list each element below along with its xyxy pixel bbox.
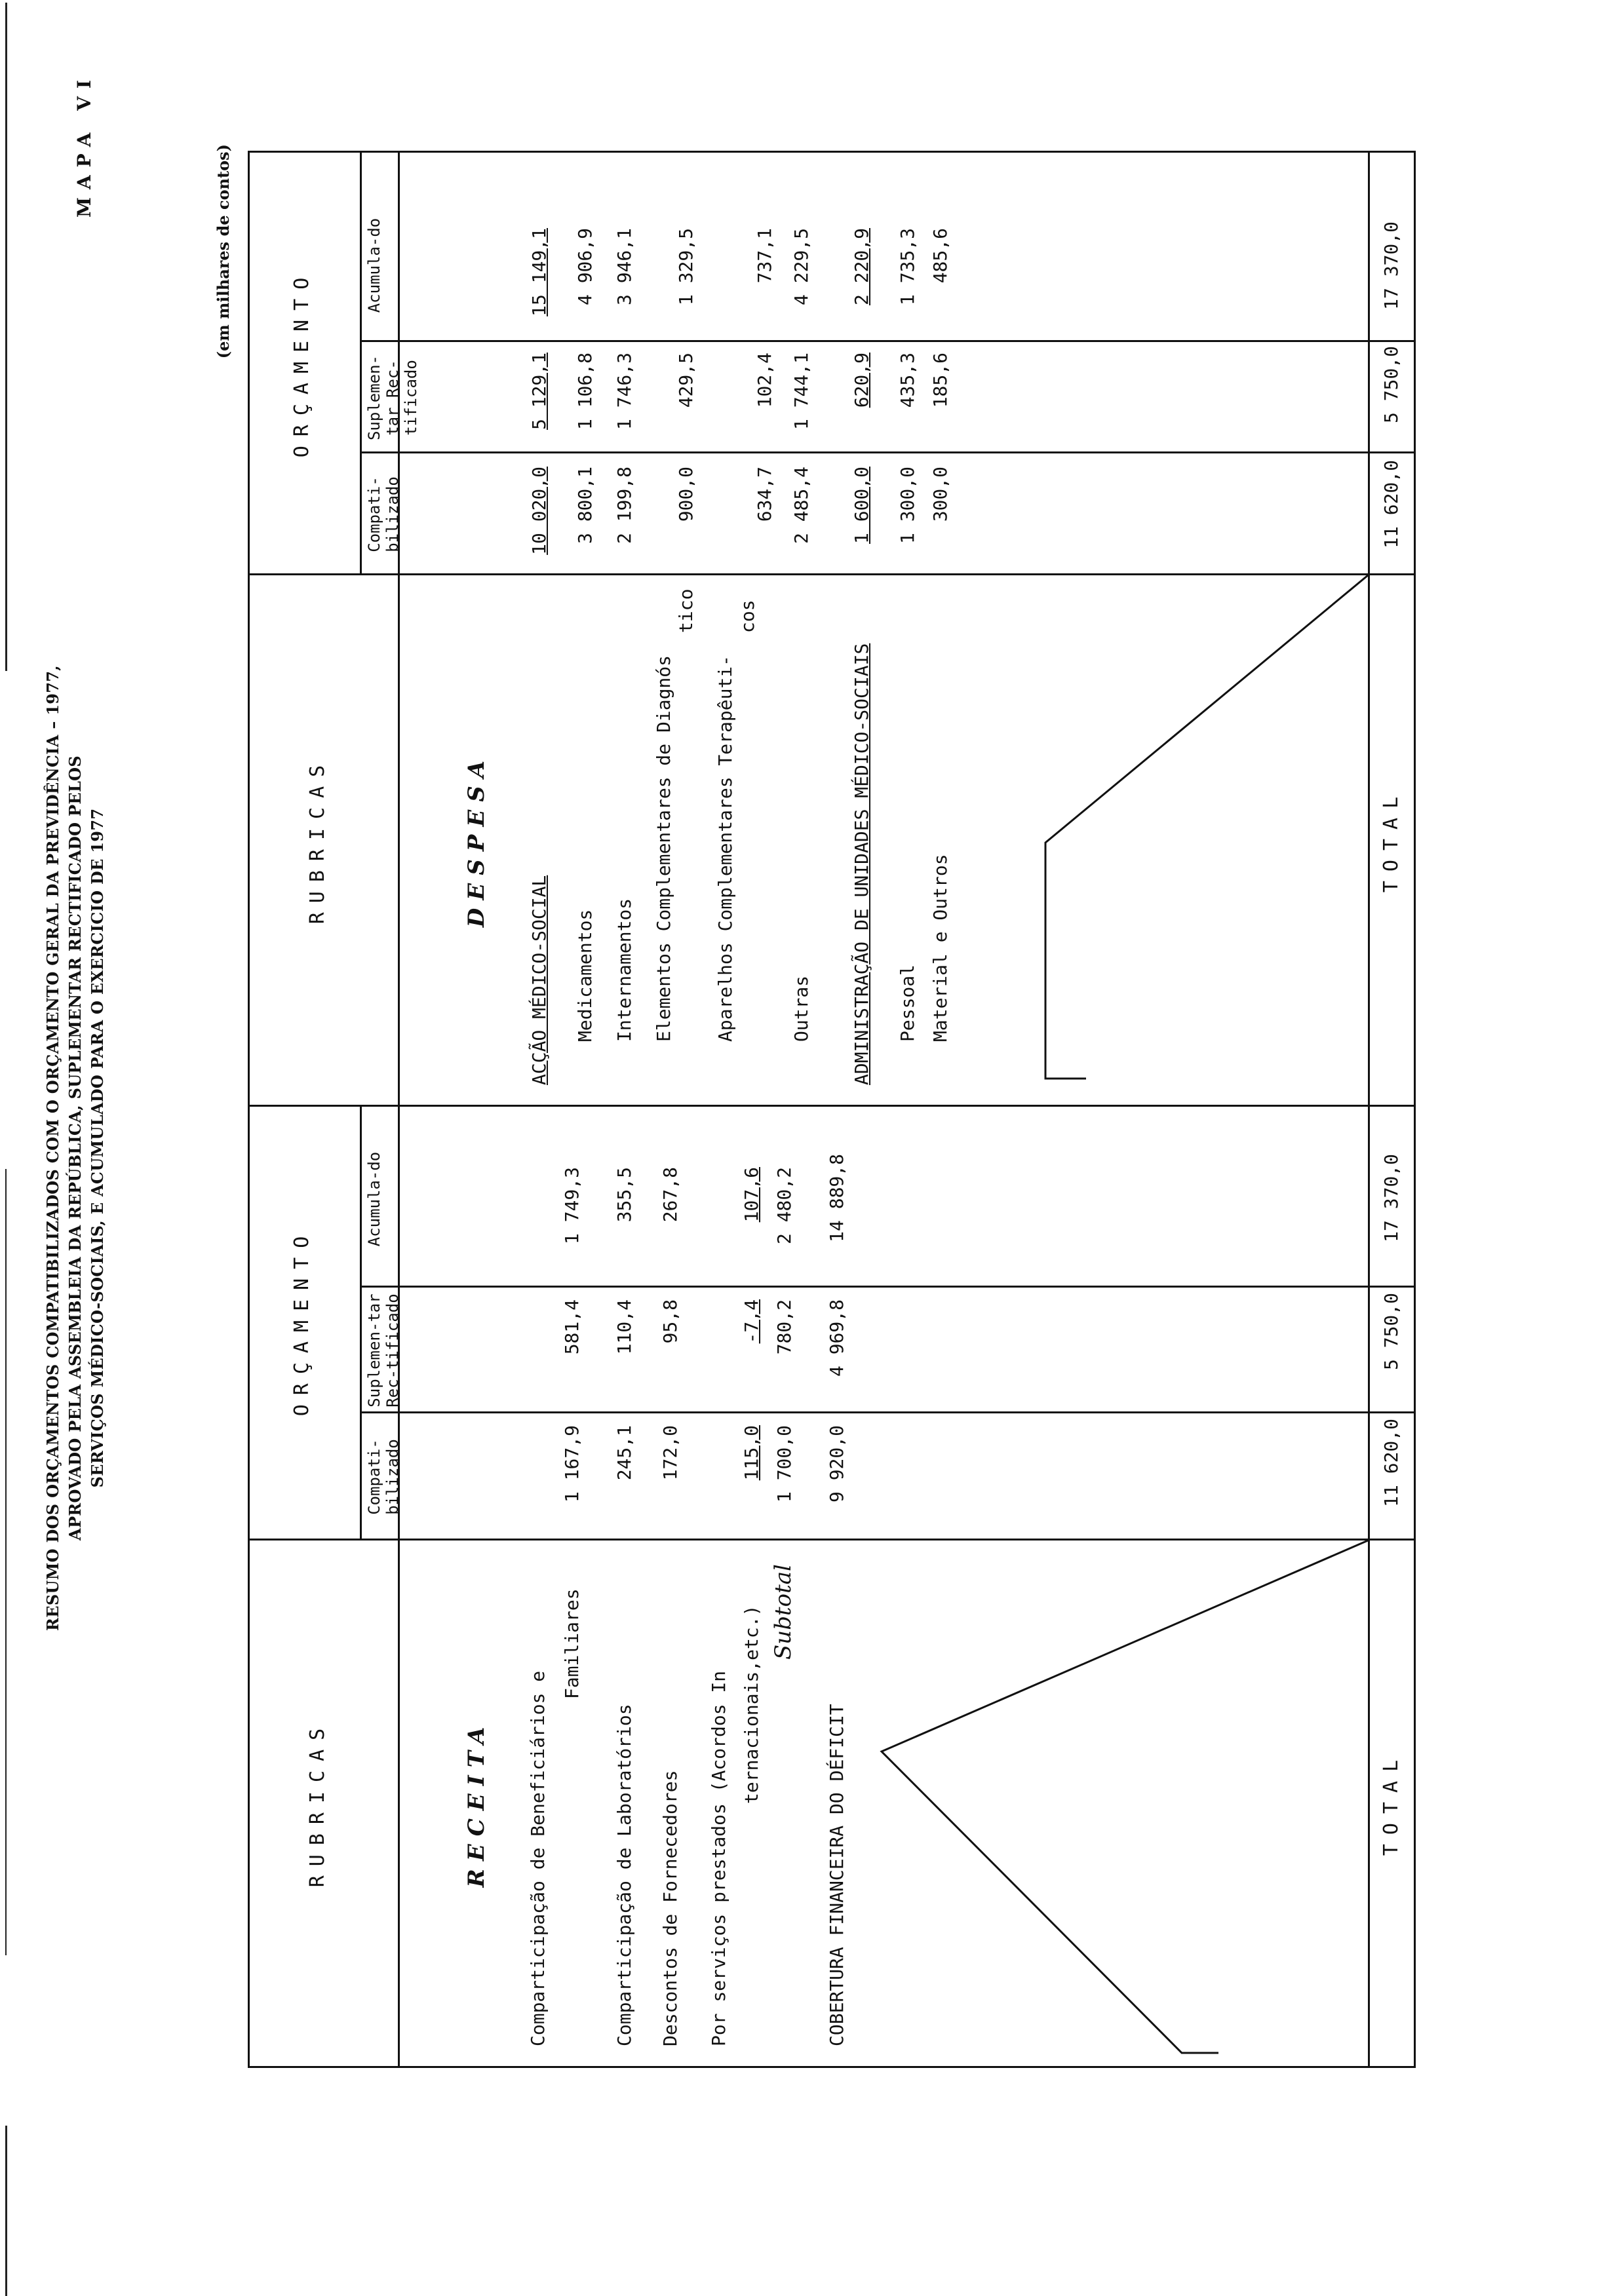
row-label-cont: tico — [675, 588, 697, 633]
col-suplementar-header: Suplemen-tar Rec-tificado — [365, 354, 420, 441]
fill-line-decoration — [250, 1103, 1418, 2066]
subtotal-acumulado: 2 480,2 — [773, 1167, 795, 1245]
title-line-1: RESUMO DOS ORÇAMENTOS COMPATIBILIZADOS COM O ORÇAMENTO GERAL DA PREVIDÊNCIA – 1977, — [43, 665, 62, 1631]
row-label: Outras — [790, 975, 812, 1042]
subtotal-compatibilizado: 1 700,0 — [773, 1425, 795, 1503]
row-value-acumulado: 485,6 — [929, 228, 951, 284]
row-value-suplementar: 185,6 — [929, 353, 951, 408]
row-value-suplementar: 110,4 — [613, 1299, 635, 1355]
row-value-acumulado: 737,1 — [754, 228, 775, 284]
row-value-compatibilizado: 2 485,4 — [790, 467, 812, 545]
rubricas-header: RUBRICAS — [306, 756, 329, 925]
map-label: MAPA VI — [73, 72, 95, 218]
col-acumulado-header: Acumula-do — [365, 218, 383, 313]
total-suplementar: 5 750,0 — [1380, 1293, 1402, 1371]
row-label: Comparticipação de Beneficiários e — [527, 1670, 549, 2046]
row-label-cont: cos — [737, 600, 758, 633]
row-value-acumulado: 267,8 — [659, 1167, 681, 1223]
top-rule — [5, 3, 7, 671]
row-value-compatibilizado: 3 800,1 — [574, 467, 596, 545]
row-label: Material e Outros — [929, 854, 951, 1042]
row-value-acumulado: 1 749,3 — [561, 1167, 583, 1245]
row-value-compatibilizado: 1 167,9 — [561, 1425, 583, 1503]
row-value-compatibilizado: 300,0 — [929, 467, 951, 522]
group-value-suplementar: 620,9 — [851, 353, 872, 408]
row-value-acumulado: 3 946,1 — [613, 228, 635, 306]
cobertura-compatibilizado: 9 920,0 — [826, 1425, 847, 1503]
row-value-compatibilizado: 245,1 — [613, 1425, 635, 1481]
orcamento-header: ORÇAMENTO — [290, 1227, 313, 1417]
title-line-3: SERVIÇOS MÉDICO-SOCIAIS, E ACUMULADO PARA O EXERCICIO DE 1977 — [88, 808, 107, 1488]
group-value-acumulado: 15 149,1 — [528, 228, 550, 316]
row-value-acumulado: 4 906,9 — [574, 228, 596, 306]
row-label-cont: Familiares — [561, 1588, 583, 1699]
cobertura-label: COBERTURA FINANCEIRA DO DÉFICIT — [826, 1704, 847, 2046]
top-rule — [5, 1169, 7, 1955]
orcamento-header: ORÇAMENTO — [290, 268, 313, 458]
col-suplementar-header: Suplemen-tar Rec-tificado — [365, 1293, 402, 1407]
total-compatibilizado: 11 620,0 — [1380, 1419, 1402, 1507]
total-suplementar: 5 750,0 — [1380, 346, 1402, 424]
row-value-suplementar: 1 746,3 — [613, 353, 635, 430]
row-value-suplementar: 95,8 — [659, 1299, 681, 1344]
receita-section-title: RECEITA — [463, 1719, 490, 1888]
row-value-acumulado: 1 735,3 — [897, 228, 918, 306]
row-value-compatibilizado: 115,0 — [741, 1425, 762, 1481]
group-label-accao: ACÇÃO MÉDICO-SOCIAL — [528, 875, 550, 1085]
group-label-administracao: ADMINISTRAÇÃO DE UNIDADES MÉDICO-SOCIAIS — [851, 643, 872, 1085]
subtotal-label: Subtotal — [770, 1564, 796, 1660]
group-value-suplementar: 5 129,1 — [528, 353, 550, 430]
row-value-compatibilizado: 634,7 — [754, 467, 775, 522]
cobertura-acumulado: 14 889,8 — [826, 1154, 847, 1242]
row-label: Medicamentos — [574, 909, 596, 1042]
subtotal-suplementar: 780,2 — [773, 1299, 795, 1355]
row-value-acumulado: 107,6 — [741, 1167, 762, 1223]
row-label: Descontos de Fornecedores — [659, 1770, 681, 2046]
group-value-compatibilizado: 1 600,0 — [851, 467, 872, 545]
col-acumulado-header: Acumula-do — [365, 1151, 383, 1247]
row-value-suplementar: 1 106,8 — [574, 353, 596, 430]
row-label: Elementos Complementares de Diagnós — [653, 655, 674, 1042]
row-value-compatibilizado: 1 300,0 — [897, 467, 918, 545]
row-label: Por serviços prestados (Acordos In — [708, 1670, 730, 2046]
despesa-section-title: DESPESA — [463, 752, 490, 928]
row-value-suplementar: -7,4 — [741, 1299, 762, 1344]
row-value-compatibilizado: 900,0 — [675, 467, 697, 522]
cobertura-suplementar: 4 969,8 — [826, 1299, 847, 1377]
top-rule — [5, 2126, 7, 2296]
row-value-suplementar: 435,3 — [897, 353, 918, 408]
receita-table — [248, 1105, 1416, 2068]
group-value-acumulado: 2 220,9 — [851, 228, 872, 306]
row-label: Internamentos — [613, 898, 635, 1042]
row-label-cont: ternacionais,etc.) — [741, 1605, 762, 1804]
rubricas-header: RUBRICAS — [306, 1719, 329, 1888]
unit-note: (em milhares de contos) — [214, 144, 233, 359]
row-value-acumulado: 4 229,5 — [790, 228, 812, 306]
row-value-compatibilizado: 2 199,8 — [613, 467, 635, 545]
row-value-suplementar: 581,4 — [561, 1299, 583, 1355]
total-acumulado: 17 370,0 — [1380, 221, 1402, 310]
despesa-table — [248, 151, 1416, 1105]
row-value-acumulado: 355,5 — [613, 1167, 635, 1223]
row-value-suplementar: 102,4 — [754, 353, 775, 408]
total-label: TOTAL — [1380, 787, 1403, 893]
row-value-suplementar: 429,5 — [675, 353, 697, 408]
row-label: Comparticipação de Laboratórios — [613, 1704, 635, 2046]
total-acumulado: 17 370,0 — [1380, 1154, 1402, 1242]
row-label: Aparelhos Complementares Terapêuti- — [714, 655, 736, 1042]
total-label: TOTAL — [1380, 1750, 1403, 1856]
col-compatibilizado-header: Compati-bilizado — [365, 1439, 402, 1515]
document-title — [42, 0, 109, 2296]
fill-line-decoration — [250, 151, 1418, 1105]
row-value-acumulado: 1 329,5 — [675, 228, 697, 306]
title-line-2: APROVADO PELA ASSEMBLEIA DA REPÚBLICA, SUPLEMENTAR RECTIFICADO PELOS — [66, 756, 85, 1540]
group-value-compatibilizado: 10 020,0 — [528, 467, 550, 555]
row-value-compatibilizado: 172,0 — [659, 1425, 681, 1481]
col-compatibilizado-header: Compati-bilizado — [365, 476, 402, 552]
total-compatibilizado: 11 620,0 — [1380, 460, 1402, 548]
row-value-suplementar: 1 744,1 — [790, 353, 812, 430]
row-label: Pessoal — [897, 964, 918, 1042]
